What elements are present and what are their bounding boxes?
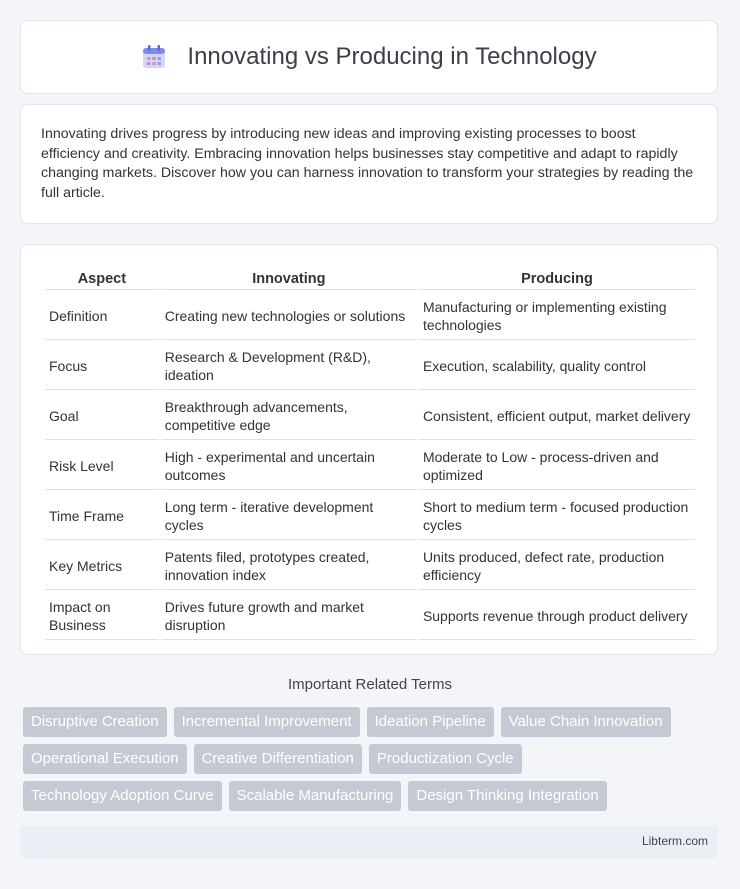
table-cell-innovating: High - experimental and uncertain outcomes (161, 442, 417, 490)
table-row (45, 342, 695, 390)
table-row (45, 542, 695, 590)
footer-site-link[interactable]: Libterm.com (641, 834, 708, 848)
related-term-tag[interactable]: Productization Cycle (369, 744, 522, 774)
related-term-tag[interactable]: Scalable Manufacturing (229, 781, 402, 811)
column-header-innovating: Innovating (161, 267, 417, 290)
related-terms-list (23, 707, 723, 811)
related-term-tag[interactable]: Creative Differentiation (194, 744, 362, 774)
table-row (45, 442, 695, 490)
related-term-tag[interactable]: Ideation Pipeline (367, 707, 494, 737)
table-cell-innovating: Breakthrough advancements, competitive edge (161, 392, 417, 440)
intro-card (20, 104, 718, 224)
related-term-tag[interactable]: Technology Adoption Curve (23, 781, 222, 811)
intro-text: Innovating drives progress by introducing new ideas and improving existing processes to boost efficiency and creativity. Embracing innovation helps businesses stay competitive and adapt to rapidly changing markets. Discover how you can harness innovation to transform your strategies by reading the full article. (41, 126, 694, 201)
table-cell-innovating: Creating new technologies or solutions (161, 292, 417, 340)
table-cell-producing: Supports revenue through product delivery (419, 592, 695, 640)
table-row (45, 592, 695, 640)
related-term-tag[interactable]: Operational Execution (23, 744, 187, 774)
table-header-row (45, 267, 695, 290)
table-cell-innovating: Patents filed, prototypes created, innovation index (161, 542, 417, 590)
table-cell-producing: Consistent, efficient output, market delivery (419, 392, 695, 440)
related-term-tag[interactable]: Disruptive Creation (23, 707, 167, 737)
table-cell-aspect: Risk Level (45, 442, 159, 490)
header-card (20, 20, 718, 94)
column-header-producing: Producing (419, 267, 695, 290)
table-row (45, 492, 695, 540)
table-cell-aspect: Impact on Business (45, 592, 159, 640)
table-cell-producing: Moderate to Low - process-driven and optimized (419, 442, 695, 490)
table-cell-aspect: Goal (45, 392, 159, 440)
table-row (45, 292, 695, 340)
table-cell-aspect: Focus (45, 342, 159, 390)
table-cell-producing: Execution, scalability, quality control (419, 342, 695, 390)
table-cell-aspect: Definition (45, 292, 159, 340)
comparison-table-card (20, 244, 718, 655)
table-row (45, 392, 695, 440)
related-term-tag[interactable]: Value Chain Innovation (501, 707, 671, 737)
table-cell-innovating: Long term - iterative development cycles (161, 492, 417, 540)
table-cell-innovating: Research & Development (R&D), ideation (161, 342, 417, 390)
table-cell-producing: Manufacturing or implementing existing technologies (419, 292, 695, 340)
related-terms-title: Important Related Terms (288, 676, 452, 693)
table-cell-producing: Short to medium term - focused production cycles (419, 492, 695, 540)
comparison-table (43, 265, 697, 642)
table-cell-aspect: Key Metrics (45, 542, 159, 590)
calendar-icon (141, 44, 167, 70)
related-term-tag[interactable]: Incremental Improvement (174, 707, 360, 737)
column-header-aspect: Aspect (45, 267, 159, 290)
page-title: Innovating vs Producing in Technology (187, 43, 597, 70)
related-term-tag[interactable]: Design Thinking Integration (408, 781, 606, 811)
table-cell-producing: Units produced, defect rate, production efficiency (419, 542, 695, 590)
table-cell-innovating: Drives future growth and market disruption (161, 592, 417, 640)
footer (20, 825, 718, 858)
table-cell-aspect: Time Frame (45, 492, 159, 540)
